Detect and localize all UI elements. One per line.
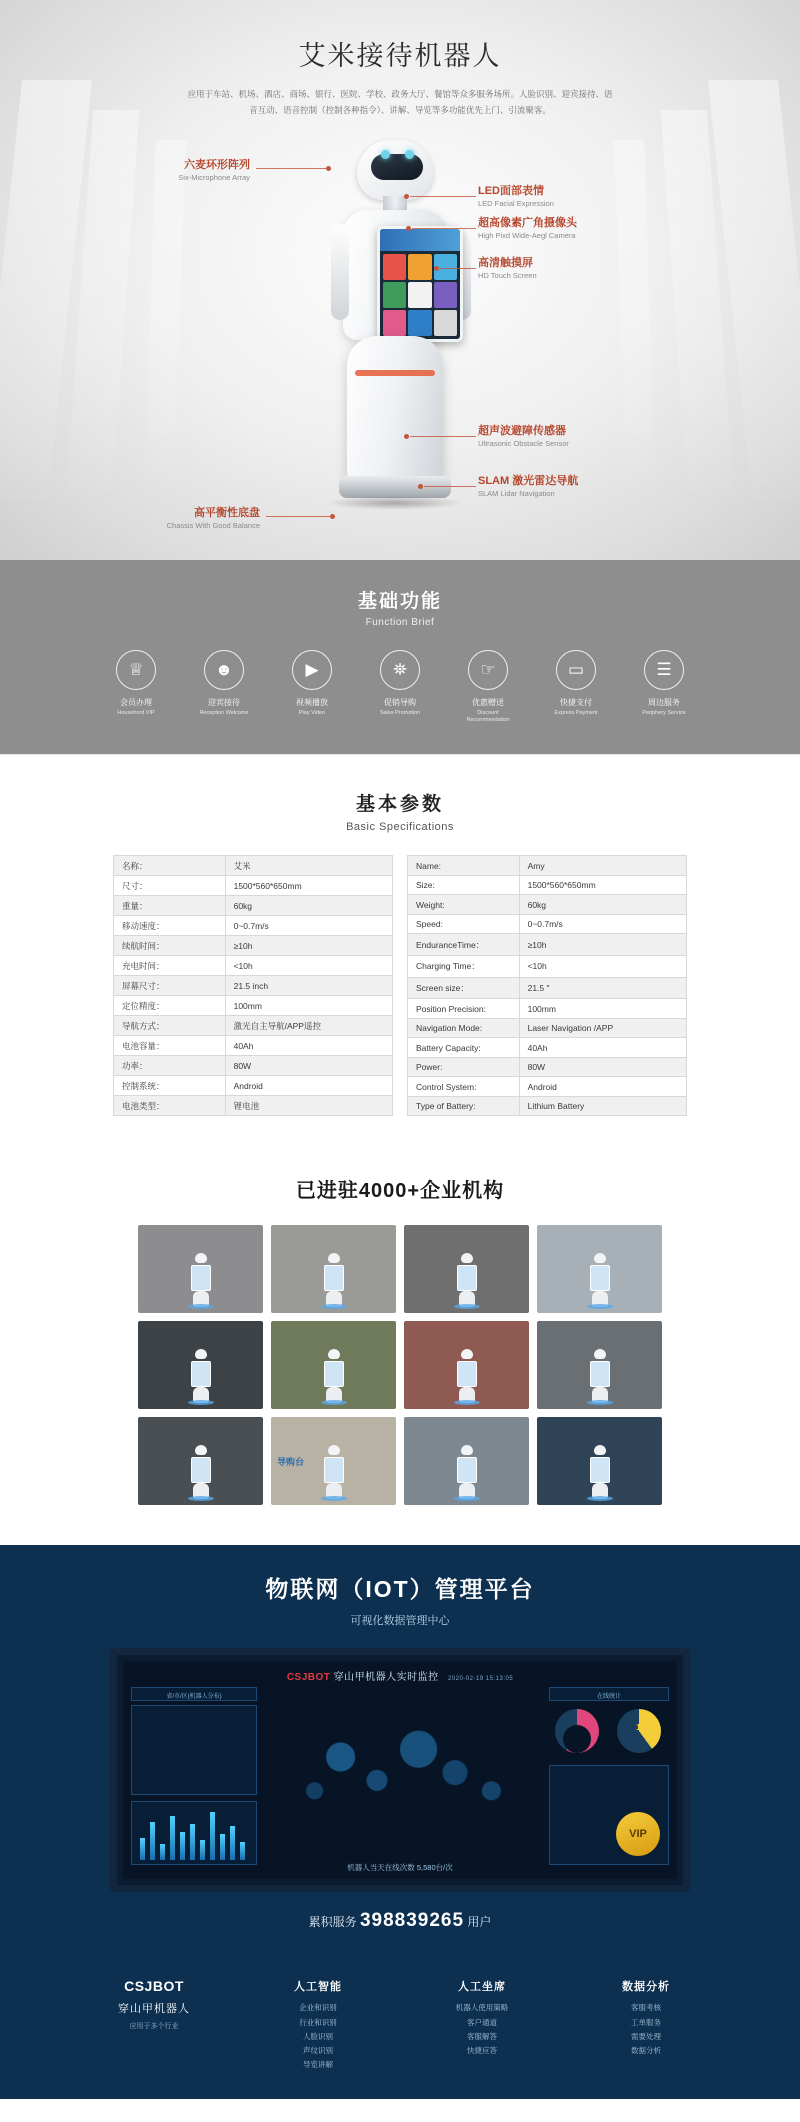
specs-title: 基本参数 bbox=[355, 794, 444, 816]
gallery-photo[interactable] bbox=[404, 1225, 529, 1313]
dashboard-left-panel-header: 省/市/区(机器人分布) bbox=[131, 1687, 257, 1701]
crown-icon: ♕ bbox=[116, 650, 156, 690]
page-title: 艾米接待机器人 bbox=[298, 41, 502, 71]
function-brief-title: 基础功能 bbox=[357, 591, 442, 612]
list-item[interactable]: 企业和识别 bbox=[299, 2003, 337, 2013]
callout-chassis-balance: 高平衡性底盘 Chassis With Good Balance bbox=[166, 507, 260, 530]
gallery-grid bbox=[0, 1225, 800, 1505]
robot-chassis bbox=[339, 476, 451, 498]
brand-slogan: 应用于多个行业 bbox=[129, 2023, 179, 2031]
robot-illustration bbox=[295, 140, 505, 540]
gallery-section bbox=[0, 1156, 800, 1545]
gallery-photo[interactable] bbox=[404, 1321, 529, 1409]
dashboard-kpi-panel bbox=[549, 1765, 669, 1865]
robot-accent-stripe bbox=[355, 370, 435, 376]
callout-ultrasonic-sensor: 超声波避障传感器 Ultrasonic Obstacle Sensor bbox=[478, 425, 569, 448]
dashboard-right-panel-header: 在线统计 bbox=[549, 1687, 669, 1701]
hero-section bbox=[0, 0, 800, 560]
counter-value: 398839265 bbox=[359, 1910, 465, 1932]
list-item[interactable]: 客服解答 bbox=[467, 2031, 497, 2041]
counter-prefix: 累积服务 bbox=[308, 1915, 357, 1930]
table-row: Name: Amy bbox=[408, 856, 687, 876]
robot-base bbox=[347, 336, 443, 486]
function-item-vip[interactable]: ♕ 会员办理 Househord VIP bbox=[105, 650, 167, 724]
list-item[interactable]: 需要处理 bbox=[631, 2031, 661, 2041]
iot-section bbox=[0, 1545, 800, 1962]
table-row: Navigation Mode: Laser Navigation /APP bbox=[408, 1018, 687, 1038]
callout-wide-angle-camera: 超高像素广角摄像头 High Pixd Wide-Aegl Camera bbox=[478, 217, 577, 240]
robot-arm-left bbox=[331, 224, 349, 320]
table-row: 移动速度： 0~0.7m/s bbox=[114, 916, 393, 936]
callout-led-face: LED面部表情 LED Facial Expression bbox=[478, 185, 554, 208]
footer-column-agent bbox=[418, 1978, 546, 2072]
robot-shadow bbox=[325, 496, 465, 510]
list-item[interactable]: 声纹识别 bbox=[303, 2046, 333, 2056]
dashboard-brand: CSJBOT bbox=[286, 1672, 331, 1684]
function-items-list bbox=[0, 650, 800, 724]
iot-title: 物联网（IOT）管理平台 bbox=[265, 1576, 535, 1603]
list-item[interactable]: 快捷应答 bbox=[467, 2046, 497, 2056]
function-item-payment[interactable]: ▭ 快捷支付 Express Payment bbox=[545, 650, 607, 724]
gallery-photo[interactable] bbox=[271, 1225, 396, 1313]
table-row: 屏幕尺寸： 21.5 inch bbox=[114, 976, 393, 996]
table-row: 重量： 60kg bbox=[114, 896, 393, 916]
table-row: Screen size： 21.5 " bbox=[408, 977, 687, 999]
table-row: 电池类型： 锂电池 bbox=[114, 1096, 393, 1116]
promotion-icon: ⛯ bbox=[380, 650, 420, 690]
function-item-periphery-service[interactable]: ☰ 周边服务 Periphery Service bbox=[633, 650, 695, 724]
dashboard-title: 穿山甲机器人实时监控 bbox=[333, 1672, 439, 1684]
service-counter bbox=[0, 1910, 800, 1932]
callout-slam-navigation: SLAM 激光雷达导航 SLAM Lidar Navigation bbox=[478, 475, 579, 498]
list-item[interactable]: 工单服务 bbox=[631, 2017, 661, 2027]
gallery-photo[interactable] bbox=[537, 1321, 662, 1409]
gallery-photo[interactable] bbox=[138, 1225, 263, 1313]
table-row: 名称： 艾米 bbox=[114, 856, 393, 876]
payment-icon: ▭ bbox=[556, 650, 596, 690]
dashboard-timestamp: 2020-02-19 15:13:05 bbox=[447, 1676, 514, 1683]
gallery-photo[interactable] bbox=[537, 1417, 662, 1505]
robot-eye-right bbox=[405, 150, 414, 159]
function-brief-subtitle: Function Brief bbox=[365, 617, 435, 628]
table-row: EnduranceTime： ≥10h bbox=[408, 934, 687, 956]
list-item[interactable]: 导览讲解 bbox=[303, 2060, 333, 2070]
table-row: Control System: Android bbox=[408, 1077, 687, 1097]
gallery-photo[interactable] bbox=[138, 1417, 263, 1505]
dashboard-world-map bbox=[273, 1705, 533, 1835]
dashboard-header bbox=[123, 1661, 677, 1683]
recommend-icon: ☞ bbox=[468, 650, 508, 690]
callout-microphone-array: 六麦环形阵列 Six-Microphone Array bbox=[178, 159, 250, 182]
footer-column-title: 人工坐席 bbox=[458, 1981, 506, 1994]
hero-description: 应用于车站、机场、酒店、商场、银行、医院、学校、政务大厅、餐馆等众多服务场所。人脸识别、迎宾接待、语音互动、语音控制（控制各种指令）、讲解、导览等多功能优先上门、引流聚客。 bbox=[187, 89, 613, 115]
table-row: 尺寸： 1500*560*650mm bbox=[114, 876, 393, 896]
gallery-title: 已进驻4000+企业机构 bbox=[295, 1180, 505, 1203]
function-brief-section bbox=[0, 560, 800, 754]
dashboard-bar-chart bbox=[131, 1801, 257, 1865]
service-icon: ☰ bbox=[644, 650, 684, 690]
brand-name: 穿山甲机器人 bbox=[118, 2003, 190, 2016]
gallery-photo[interactable] bbox=[271, 1417, 396, 1505]
function-item-recommendation[interactable]: ☞ 优惠赠送 Discount Recommendation bbox=[457, 650, 519, 724]
table-row: Size: 1500*560*650mm bbox=[408, 875, 687, 895]
gallery-photo[interactable] bbox=[537, 1225, 662, 1313]
table-row: Type of Battery: Lithium Battery bbox=[408, 1096, 687, 1116]
footer-column-ai bbox=[254, 1978, 382, 2072]
table-row: Position Precision: 100mm bbox=[408, 999, 687, 1019]
brand-logo: CSJBOT bbox=[124, 1978, 184, 1995]
table-row: 电池容量： 40Ah bbox=[114, 1036, 393, 1056]
specifications-section bbox=[0, 755, 800, 1156]
robot-eye-left bbox=[381, 150, 390, 159]
table-row: 导航方式： 激光自主导航/APP遥控 bbox=[114, 1016, 393, 1036]
list-item[interactable]: 行业和识别 bbox=[299, 2017, 337, 2027]
specs-table-cn bbox=[113, 855, 393, 1116]
table-row: 定位精度： 100mm bbox=[114, 996, 393, 1016]
callout-hd-touch-screen: 高清触摸屏 HD Touch Screen bbox=[478, 257, 537, 280]
table-row: Charging Time： <10h bbox=[408, 955, 687, 977]
footer-column-analytics bbox=[582, 1978, 710, 2072]
status-badge: VIP bbox=[616, 1812, 660, 1856]
robot-face-visor bbox=[371, 154, 423, 180]
footer-column-title: 人工智能 bbox=[294, 1981, 342, 1994]
table-row: 续航时间： ≥10h bbox=[114, 936, 393, 956]
table-row: Weight: 60kg bbox=[408, 895, 687, 915]
gallery-photo[interactable] bbox=[138, 1321, 263, 1409]
specs-subtitle: Basic Specifications bbox=[346, 821, 454, 834]
table-row: 控制系统： Android bbox=[114, 1076, 393, 1096]
video-icon: ▶ bbox=[292, 650, 332, 690]
list-item[interactable]: 数据分析 bbox=[631, 2046, 661, 2056]
dashboard-region-list bbox=[131, 1705, 257, 1795]
function-item-welcome[interactable]: ☻ 迎宾接待 Reception Welcome bbox=[193, 650, 255, 724]
list-item[interactable]: 人脸识别 bbox=[303, 2031, 333, 2041]
iot-monitor bbox=[110, 1648, 690, 1892]
list-item[interactable]: 机器人使用策略 bbox=[455, 2003, 509, 2013]
counter-suffix: 用户 bbox=[467, 1915, 492, 1930]
table-row: 充电时间： <10h bbox=[114, 956, 393, 976]
specs-table-en bbox=[407, 855, 687, 1116]
list-item[interactable]: 客户通道 bbox=[467, 2017, 497, 2027]
list-item[interactable]: 客服考核 bbox=[631, 2003, 661, 2013]
footer-column-title: 数据分析 bbox=[622, 1981, 670, 1994]
iot-dashboard bbox=[123, 1661, 677, 1879]
table-row: Power: 80W bbox=[408, 1057, 687, 1077]
welcome-icon: ☻ bbox=[204, 650, 244, 690]
gallery-photo-label: 导购台 bbox=[277, 1457, 305, 1468]
function-item-promotion[interactable]: ⛯ 促销导购 Sales Promotion bbox=[369, 650, 431, 724]
function-item-video[interactable]: ▶ 视频播放 Play Video bbox=[281, 650, 343, 724]
table-row: 功率： 80W bbox=[114, 1056, 393, 1076]
gallery-photo[interactable] bbox=[271, 1321, 396, 1409]
table-row: Battery Capacity: 40Ah bbox=[408, 1038, 687, 1058]
dashboard-footer-text: 机器人当天在线次数 5,580台/次 bbox=[347, 1863, 453, 1873]
gallery-photo[interactable] bbox=[404, 1417, 529, 1505]
dashboard-gauge-value: 11s bbox=[636, 1723, 649, 1733]
iot-subtitle: 可视化数据管理中心 bbox=[350, 1615, 450, 1628]
table-row: Speed: 0~0.7m/s bbox=[408, 914, 687, 934]
page-footer bbox=[0, 1962, 800, 2098]
robot-touch-screen bbox=[377, 226, 463, 342]
footer-brand bbox=[90, 1978, 218, 2072]
